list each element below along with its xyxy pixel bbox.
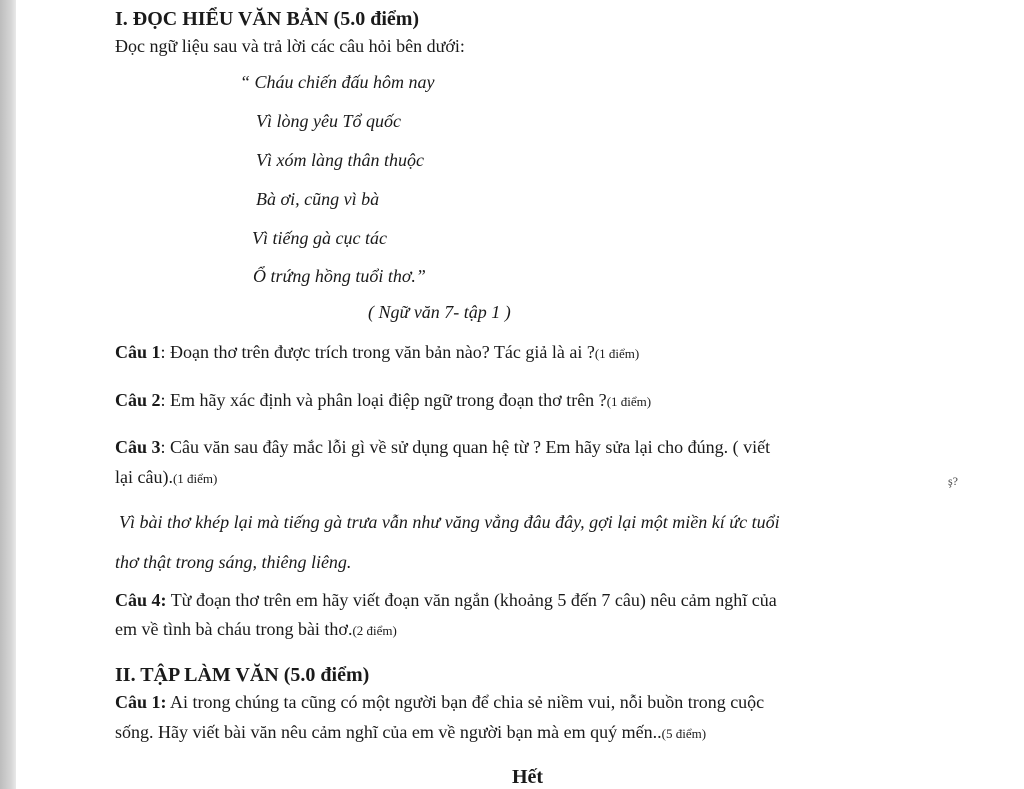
question-4-line2 [115, 619, 397, 640]
poem-line: Vì xóm làng thân thuộc [256, 150, 424, 170]
question-1 [115, 342, 639, 363]
question-label: Câu 2 [115, 390, 161, 410]
poem-source: ( Ngữ văn 7- tập 1 ) [368, 302, 511, 322]
question-points: (1 điểm) [606, 394, 652, 409]
question-label: Câu 3 [115, 437, 161, 457]
end-marker: Hết [512, 766, 544, 788]
quoted-sentence-line: thơ thật trong sáng, thiêng liêng. [115, 552, 352, 572]
question-3-line2 [115, 467, 217, 488]
question-text: Từ đoạn thơ trên em hãy viết đoạn văn ngắn (khoảng 5 đến 7 câu) nêu cảm nghĩ của [166, 590, 777, 610]
question-2 [115, 390, 651, 411]
section2-heading: II. TẬP LÀM VĂN (5.0 điểm) [115, 664, 370, 686]
quoted-sentence-line: Vì bài thơ khép lại mà tiếng gà trưa vẫn như văng vẳng đâu đây, gợi lại một miền kí ức tuổi [119, 512, 780, 532]
page-gutter [0, 0, 16, 789]
question-points: (5 điểm) [661, 726, 707, 741]
question-text: sống. Hãy viết bài văn nêu cảm nghĩ của em về người bạn mà em quý mến.. [115, 722, 662, 742]
section1-heading: I. ĐỌC HIỂU VĂN BẢN (5.0 điểm) [115, 8, 420, 30]
question-text: : Em hãy xác định và phân loại điệp ngữ trong đoạn thơ trên ? [160, 390, 607, 410]
question-3 [115, 437, 770, 458]
poem-line: Bà ơi, cũng vì bà [256, 189, 380, 209]
stray-mark: ş? [948, 474, 958, 488]
document-page [16, 0, 1024, 789]
question-4 [115, 590, 777, 611]
question-text: Ai trong chúng ta cũng có một người bạn để chia sẻ niềm vui, nỗi buồn trong cuộc [166, 692, 765, 712]
question-points: (1 điểm) [594, 346, 640, 361]
section1-instruction: Đọc ngữ liệu sau và trả lời các câu hỏi bên dưới: [115, 36, 465, 56]
question-text: em về tình bà cháu trong bài thơ. [115, 619, 353, 639]
question-points: (2 điểm) [352, 623, 397, 638]
question-text: : Câu văn sau đây mắc lỗi gì về sử dụng quan hệ từ ? Em hãy sửa lại cho đúng. ( viết [160, 437, 771, 457]
poem-line: Vì tiếng gà cục tác [252, 228, 387, 248]
question-points: (1 điểm) [172, 471, 218, 486]
question-text: : Đoạn thơ trên được trích trong văn bản nào? Tác giả là ai ? [160, 342, 595, 362]
question-label: Câu 1 [115, 342, 161, 362]
essay-question-1-line2 [115, 722, 706, 743]
question-label: Câu 4: [115, 590, 167, 610]
poem-line: “ Cháu chiến đấu hôm nay [240, 72, 435, 92]
essay-question-1 [115, 692, 764, 713]
poem-line: Vì lòng yêu Tổ quốc [256, 111, 401, 131]
poem-line: Ổ trứng hồng tuổi thơ.” [253, 266, 426, 286]
question-text: lại câu). [115, 467, 173, 487]
question-label: Câu 1: [115, 692, 167, 712]
